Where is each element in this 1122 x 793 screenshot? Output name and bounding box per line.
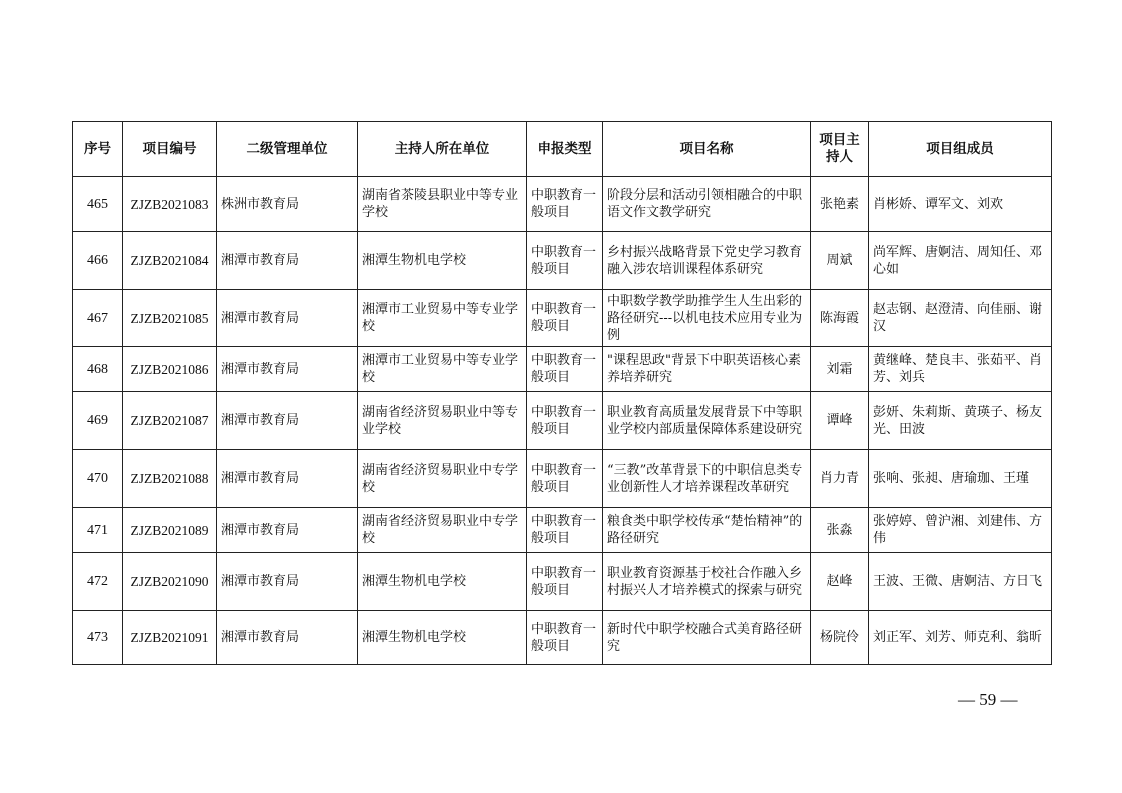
header-name: 项目名称	[603, 122, 811, 177]
cell-project-type: 中职教育一般项目	[527, 553, 603, 611]
cell-members: 彭妍、朱莉斯、黄瑛子、杨友光、田波	[869, 392, 1052, 450]
cell-host-unit: 湖南省经济贸易职业中专学校	[358, 450, 527, 508]
cell-members: 刘正军、刘芳、师克利、翁昕	[869, 611, 1052, 665]
cell-project-name: "课程思政"背景下中职英语核心素养培养研究	[603, 347, 811, 392]
cell-no: 467	[73, 290, 123, 347]
cell-no: 472	[73, 553, 123, 611]
cell-admin-unit: 湘潭市教育局	[217, 232, 358, 290]
table-row	[73, 450, 1052, 508]
project-list-table	[72, 121, 1052, 665]
cell-project-type: 中职教育一般项目	[527, 290, 603, 347]
header-admin: 二级管理单位	[217, 122, 358, 177]
cell-project-type: 中职教育一般项目	[527, 611, 603, 665]
table-row	[73, 347, 1052, 392]
cell-no: 471	[73, 508, 123, 553]
cell-project-code: ZJZB2021087	[123, 392, 217, 450]
cell-project-code: ZJZB2021089	[123, 508, 217, 553]
cell-host: 张淼	[811, 508, 869, 553]
cell-host: 刘霜	[811, 347, 869, 392]
cell-members: 张响、张昶、唐瑜珈、王瑾	[869, 450, 1052, 508]
cell-host-unit: 湖南省经济贸易职业中专学校	[358, 508, 527, 553]
cell-admin-unit: 湘潭市教育局	[217, 553, 358, 611]
table-row	[73, 392, 1052, 450]
cell-host-unit: 湘潭市工业贸易中等专业学校	[358, 290, 527, 347]
cell-members: 肖彬娇、谭军文、刘欢	[869, 177, 1052, 232]
cell-admin-unit: 湘潭市教育局	[217, 290, 358, 347]
cell-project-code: ZJZB2021086	[123, 347, 217, 392]
cell-admin-unit: 湘潭市教育局	[217, 508, 358, 553]
cell-project-type: 中职教育一般项目	[527, 232, 603, 290]
cell-project-name: 职业教育高质量发展背景下中等职业学校内部质量保障体系建设研究	[603, 392, 811, 450]
cell-host-unit: 湖南省茶陵县职业中等专业学校	[358, 177, 527, 232]
cell-project-name: 职业教育资源基于校社合作融入乡村振兴人才培养模式的探索与研究	[603, 553, 811, 611]
cell-project-name: 粮食类中职学校传承“楚怡精神”的路径研究	[603, 508, 811, 553]
header-type: 申报类型	[527, 122, 603, 177]
header-host: 项目主持人	[811, 122, 869, 177]
cell-project-name: 新时代中职学校融合式美育路径研究	[603, 611, 811, 665]
cell-project-code: ZJZB2021084	[123, 232, 217, 290]
cell-project-code: ZJZB2021085	[123, 290, 217, 347]
cell-members: 王波、王微、唐婀洁、方日飞	[869, 553, 1052, 611]
cell-no: 473	[73, 611, 123, 665]
cell-members: 赵志钢、赵澄清、向佳丽、谢汉	[869, 290, 1052, 347]
cell-project-name: 乡村振兴战略背景下党史学习教育融入涉农培训课程体系研究	[603, 232, 811, 290]
cell-host: 杨院伶	[811, 611, 869, 665]
cell-host: 谭峰	[811, 392, 869, 450]
cell-admin-unit: 湘潭市教育局	[217, 450, 358, 508]
header-unit: 主持人所在单位	[358, 122, 527, 177]
cell-project-type: 中职教育一般项目	[527, 347, 603, 392]
cell-admin-unit: 株洲市教育局	[217, 177, 358, 232]
cell-project-code: ZJZB2021088	[123, 450, 217, 508]
table-row	[73, 290, 1052, 347]
cell-members: 张婷婷、曾沪湘、刘建伟、方伟	[869, 508, 1052, 553]
cell-project-type: 中职教育一般项目	[527, 177, 603, 232]
cell-project-type: 中职教育一般项目	[527, 508, 603, 553]
cell-project-name: 中职数学教学助推学生人生出彩的路径研究---以机电技术应用专业为例	[603, 290, 811, 347]
cell-admin-unit: 湘潭市教育局	[217, 611, 358, 665]
table-row	[73, 177, 1052, 232]
table-row	[73, 232, 1052, 290]
cell-project-name: “三教”改革背景下的中职信息类专业创新性人才培养课程改革研究	[603, 450, 811, 508]
cell-project-name: 阶段分层和活动引领相融合的中职语文作文教学研究	[603, 177, 811, 232]
cell-no: 469	[73, 392, 123, 450]
cell-no: 470	[73, 450, 123, 508]
table-row	[73, 553, 1052, 611]
header-members: 项目组成员	[869, 122, 1052, 177]
cell-host-unit: 湘潭生物机电学校	[358, 232, 527, 290]
cell-host-unit: 湘潭生物机电学校	[358, 611, 527, 665]
cell-host-unit: 湘潭生物机电学校	[358, 553, 527, 611]
cell-host: 周斌	[811, 232, 869, 290]
cell-host: 肖力青	[811, 450, 869, 508]
cell-no: 468	[73, 347, 123, 392]
header-row	[73, 122, 1052, 177]
cell-project-type: 中职教育一般项目	[527, 450, 603, 508]
cell-members: 黄继峰、楚良丰、张茹平、肖芳、刘兵	[869, 347, 1052, 392]
cell-admin-unit: 湘潭市教育局	[217, 347, 358, 392]
cell-members: 尚军辉、唐婀洁、周知任、邓心如	[869, 232, 1052, 290]
cell-project-code: ZJZB2021091	[123, 611, 217, 665]
cell-no: 466	[73, 232, 123, 290]
cell-host-unit: 湘潭市工业贸易中等专业学校	[358, 347, 527, 392]
cell-host-unit: 湖南省经济贸易职业中等专业学校	[358, 392, 527, 450]
cell-project-type: 中职教育一般项目	[527, 392, 603, 450]
cell-project-code: ZJZB2021090	[123, 553, 217, 611]
cell-host: 陈海霞	[811, 290, 869, 347]
cell-no: 465	[73, 177, 123, 232]
cell-host: 赵峰	[811, 553, 869, 611]
table-row	[73, 508, 1052, 553]
header-code: 项目编号	[123, 122, 217, 177]
cell-admin-unit: 湘潭市教育局	[217, 392, 358, 450]
table-row	[73, 611, 1052, 665]
cell-host: 张艳素	[811, 177, 869, 232]
cell-project-code: ZJZB2021083	[123, 177, 217, 232]
header-no: 序号	[73, 122, 123, 177]
page-number: — 59 —	[958, 690, 1018, 709]
